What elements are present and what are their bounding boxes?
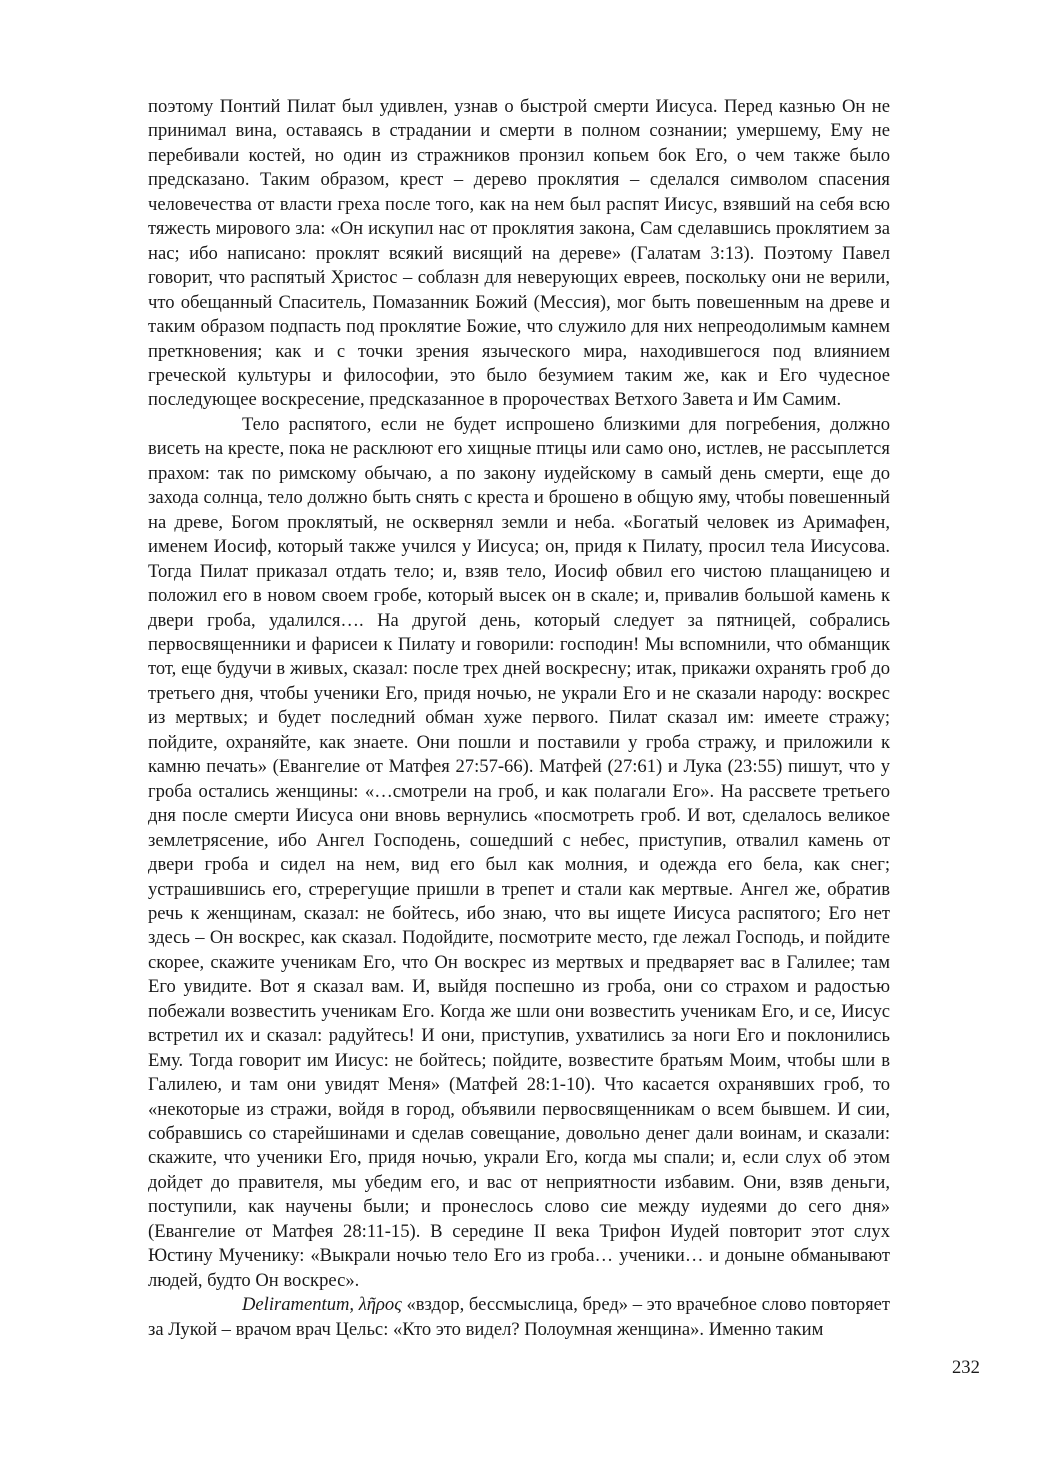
paragraph-1: поэтому Понтий Пилат был удивлен, узнав о быстрой смерти Иисуса. Перед казнью Он не принимал вина, оставаясь в страдании и смерти в полном сознании; умершему, Ему не перебивали костей, но один из стражников пронзил копьем бок Его, о чем также было предсказано. Таким образом, крест – дерево проклятия – сделался символом спасения человечества от власти греха после того, как на нем был распят Иисус, взявший на себя всю тяжесть мирового зла: «Он искупил нас от проклятия закона, Сам сделавшись проклятием за нас; ибо написано: проклят всякий висящий на дереве» (Галатам 3:13). Поэтому Павел говорит, что распятый Христос – соблазн для неверующих евреев, поскольку они не верили, что обещанный Спаситель, Помазанник Божий (Мессия), мог быть повешенным на древе и таким образом подпасть под проклятие Божие, что служило для них непреодолимым камнем преткновения; как и с точки зрения языческого мира, находившегося под влиянием греческой культуры и философии, это было безумием таким же, как и Его чудесное последующее воскресение, предсказанное в пророчествах Ветхого Завета и Им Самим. (148, 96, 890, 411)
paragraph-3 (148, 1293, 890, 1342)
paragraph-2: Тело распятого, если не будет испрошено близкими для погребения, должно висеть на кресте, пока не расклюют его хищные птицы или само оно, истлев, не рассыплется прахом: так по римскому обычаю, а по закону иудейскому в самый день смерти, еще до захода солнца, тело должно быть снять с креста и брошено в общую яму, чтобы повешенный на древе, Богом проклятый, не осквернял земли и неба. «Богатый человек из Аримафен, именем Иосиф, который также учился у Иисуса; он, придя к Пилату, просил тела Иисусова. Тогда Пилат приказал отдать тело; и, взяв тело, Иосиф обвил его чистою плащаницею и положил его в новом своем гробе, который высек он в скале; и, привалив большой камень к двери гроба, удалился…. На другой день, который следует за пятницей, собрались первосвященники и фарисеи к Пилату и говорили: господин! Мы вспомнили, что обманщик тот, еще будучи в живых, сказал: после трех дней воскресну; итак, прикажи охранять гроб до третьего дня, чтобы ученики Его, придя ночью, не украли Его и не сказали народу: воскрес из мертвых; и будет последний обман хуже первого. Пилат сказал им: имеете стражу; пойдите, охраняйте, как знаете. Они пошли и поставили у гроба стражу, и приложили к камню печать» (Евангелие от Матфея 27:57-66). Матфей (27:61) и Лука (23:55) пишут, что у гроба остались женщины: «…смотрели на гроб, и как полагали Его». На рассвете третьего дня после смерти Иисуса они вновь вернулись «посмотреть гроб. И вот, сделалось великое землетрясение, ибо Ангел Господень, сошедший с небес, приступив, отвалил камень от двери гроба и сидел на нем, вид его был как молния, и одежда его бела, как снег; устрашившись его, стререгущие пришли в трепет и стали как мертвые. Ангел же, обратив речь к женщинам, сказал: не бойтесь, ибо знаю, что вы ищете Иисуса распятого; Его нет здесь – Он воскрес, как сказал. Подойдите, посмотрите место, где лежал Господь, и пойдите скорее, скажите ученикам Его, что Он воскрес из мертвых и предваряет вас в Галилее; там Его увидите. Вот я сказал вам. И, выйдя поспешно из гроба, они со страхом и радостью побежали возвестить ученикам Его. Когда же шли они возвестить ученикам Его, и се, Иисус встретил их и сказал: радуйтесь! И они, приступив, ухватились за ноги Его и поклонились Ему. Тогда говорит им Иисус: не бойтесь; пойдите, возвестите братьям Моим, чтобы шли в Галилею, и там они увидят Меня» (Матфей 28:1-10). Что касается охранявших гроб, то «некоторые из стражи, войдя в город, объявили первосвященникам о всем бывшем. И сии, собравшись со старейшинами и сделав совещание, довольно денег дали воинам, и сказали: скажите, что ученики Его, придя ночью, украли Его, когда мы спали; и, если слух об этом дойдет до правителя, мы убедим его, и вас от неприятности избавим. Они, взяв деньги, поступили, как научены были; и пронеслось слово сие между иудеями до сего дня» (Евангелие от Матфея 28:11-15). В середине II века Трифон Иудей повторит этот слух Юстину Мученику: «Выкрали ночью тело Его из гроба… ученики… и доныне обманывают людей, будто Он воскрес». (148, 413, 890, 1291)
italic-term: Deliramentum, λῆρος (242, 1294, 402, 1316)
paragraph-3-text: «вздор, бессмыслица, бред» – это врачебное слово повторяет за Лукой – врачом врач Цельс: «Кто это видел? Полоумная женщина». Именно таким (148, 1294, 890, 1340)
body-text (148, 95, 890, 1342)
page-number: 232 (952, 1357, 980, 1378)
